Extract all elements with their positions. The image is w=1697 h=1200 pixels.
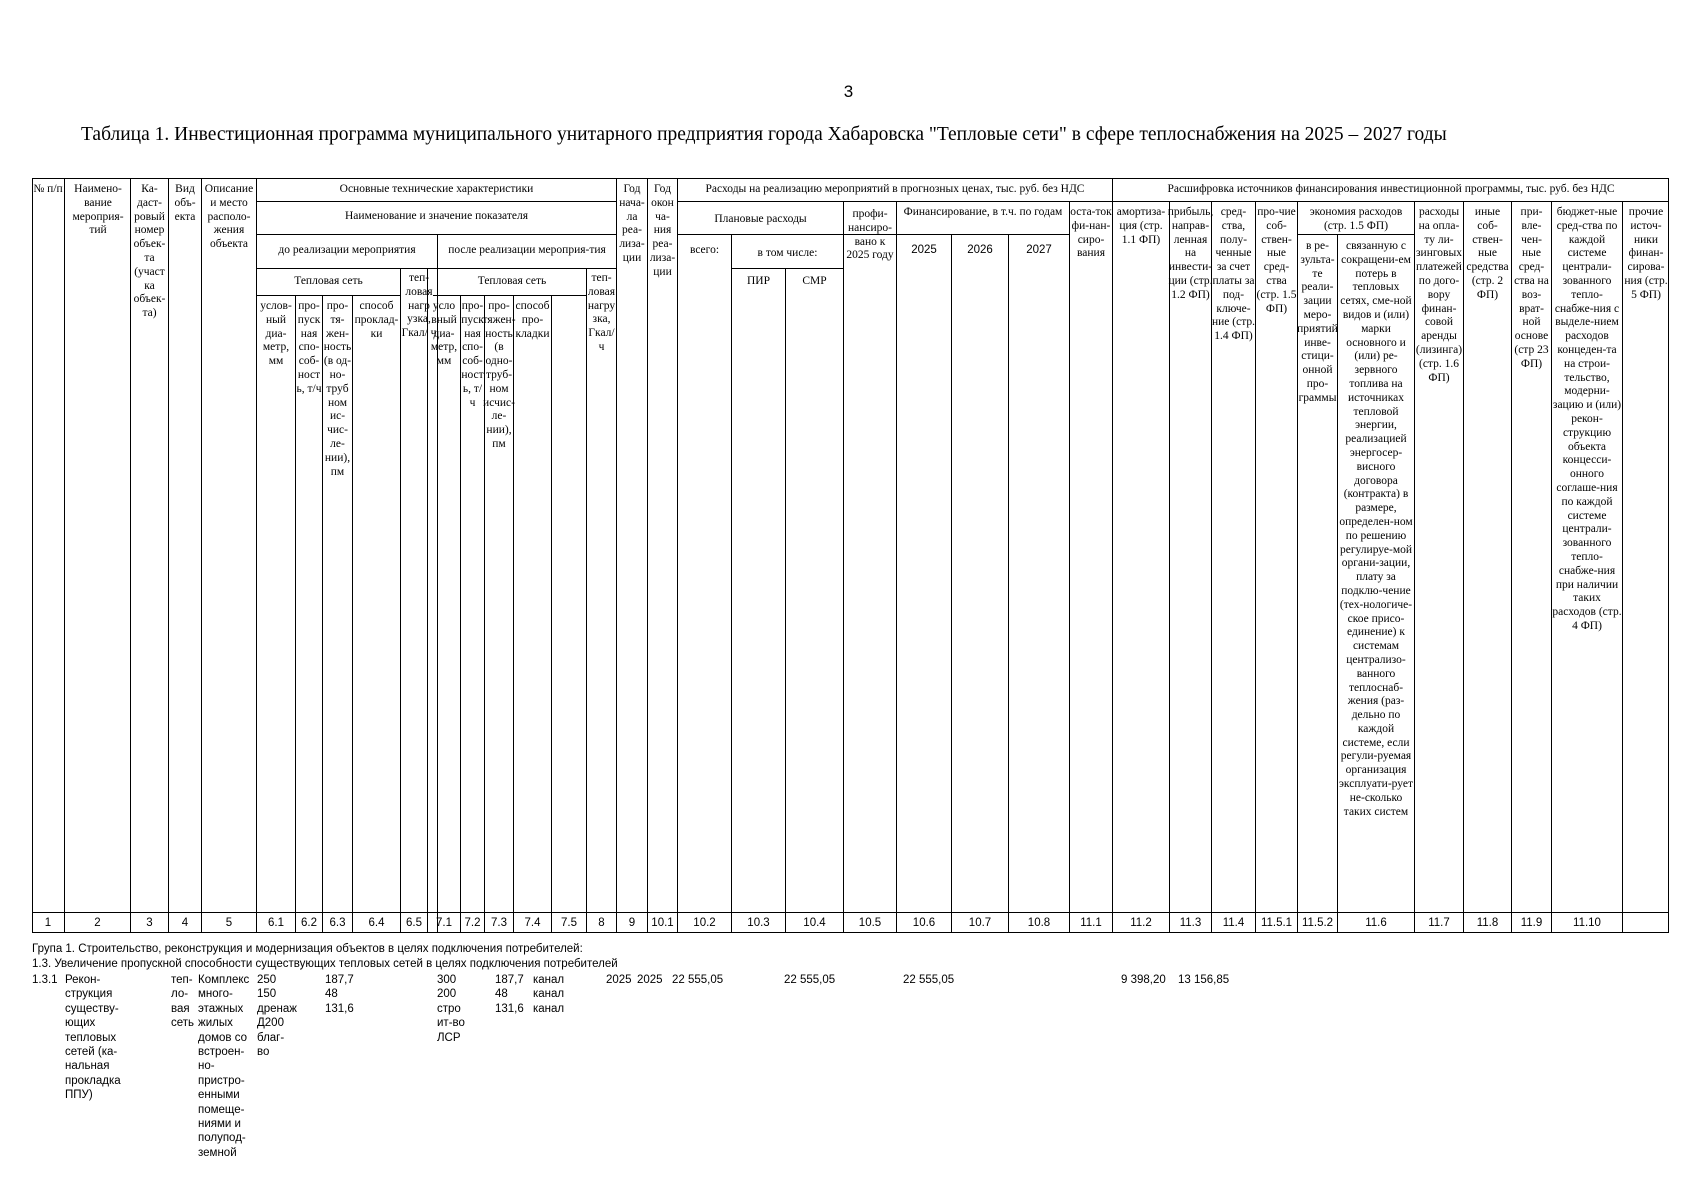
col-number: 11.6 (1365, 917, 1387, 929)
document-title: Таблица 1. Инвестиционная программа муниципального унитарного предприятия города Хабаровска "Тепловые сети" в сфере теплоснабжения на 2025 – 2027 годы (81, 124, 1447, 145)
src-other-funds-header: иные соб-ствен-ные средства (стр. 2 ФП) (1466, 206, 1509, 301)
row-length-before: 187,7 48 131,6 (325, 974, 354, 1015)
incl-header: в том числе: (757, 247, 818, 259)
src-connect-header: сред-ства, полу-ченные за счет платы за под-ключе-ние (стр. 1.4 ФП) (1212, 206, 1256, 343)
col-number: 9 (628, 917, 636, 929)
row-diam-before: 250 150 дренаж Д200 благ- во (257, 974, 297, 1059)
col-number: 4 (181, 917, 189, 929)
row-year-end: 2025 (637, 974, 663, 986)
col-number: 11.9 (1520, 917, 1543, 929)
table-header (32, 178, 1669, 933)
planned-header: Плановые расходы (714, 213, 807, 225)
capacity-before-header: про-пуск ная спо-соб-ност ь, т/ч (296, 300, 322, 395)
col-number: 10.2 (693, 917, 716, 929)
subgroup-heading: 1.3. Увеличение пропускной способности существующих тепловых сетей в целях подключения потребителей (32, 958, 618, 970)
col-number: 7.1 (436, 917, 452, 929)
col-number: 6.4 (368, 917, 385, 929)
src-econ-losses-header: связанную с сокращени-ем потерь в тепловых сетях, сме-ной видов и (или) марки основного и (или) ре-зервного топлива на источниках тепловой энергии, реализацией энергосер-висного договора (контракта) в размере, определен-ном по решению регулируе-мой органи-зации, плату за подклю-чение (тех-нологиче-ское присо-единение) к системам централизо-ванного теплоснаб-жения (раз-дельно по каждой системе, если регули-руемая организация эксплуати-рует не-сколько таких систем (1339, 240, 1413, 818)
length-before-header: про-тя-жен-ность (в од-но-труб ном ис-чис-ле-нии), пм (323, 300, 352, 478)
page-number: 3 (843, 82, 854, 101)
row-name: Рекон- струкция существу- ющих тепловых сетей (ка- нальная прокладка ППУ) (65, 974, 121, 1102)
col-cadastral-header: Ка-даст-ровый номер объек-та (участ ка объек-та) (133, 183, 166, 320)
col-number: 11.10 (1573, 917, 1601, 929)
row-year-start: 2025 (606, 974, 632, 986)
col-number: 5 (225, 917, 233, 929)
col-number: 3 (146, 917, 153, 929)
after-header: после реализации мероприя-тия (448, 244, 606, 256)
financed-2025-header: профи-нансиро-вано к 2025 году (846, 208, 894, 262)
column-number-row (32, 913, 1669, 934)
col-number: 7.5 (561, 917, 577, 929)
sources-header: Расшифровка источников финансирования инвестиционной программы, тыс. руб. без НДС (1167, 183, 1615, 195)
indicator-name-header: Наименование и значение показателя (345, 210, 528, 222)
year-start-header: Год нача-ла реа-лиза-ции (619, 183, 645, 264)
col-number: 11.5.1 (1260, 917, 1293, 929)
src-budget-header: бюджет-ные сред-ства по каждой системе централи-зованного тепло-снабже-ния с выделе-нием расходов концеден-та на строи-тельство, модерни-зацию и (или) рекон-струкцию объекта концесси-онного соглаше-ния по каждой системе централи-зованного тепло-снабже-ния при наличии таких расходов (стр. 4 ФП) (1552, 206, 1622, 632)
pir-header: ПИР (746, 275, 770, 287)
src-economy-header: экономия расходов (стр. 1.5 ФП) (1309, 206, 1403, 232)
length-after-header: про-тяжен-ность (в одно-труб-ном исчис-ле-нии), пм (482, 300, 516, 450)
row-profit: 13 156,85 (1178, 974, 1230, 986)
financing-header: Финансирование, в т.ч. по годам (903, 206, 1063, 218)
col-number: 11.8 (1476, 917, 1499, 929)
col-number: 10.5 (858, 917, 882, 929)
col-number: 10.6 (912, 917, 936, 929)
col-number: 10.4 (803, 917, 826, 929)
row-fin-2025: 22 555,05 (903, 974, 955, 986)
row-total: 22 555,05 (672, 974, 724, 986)
main-chars-header: Основные технические характеристики (339, 183, 534, 195)
col-number: 11.3 (1179, 917, 1202, 929)
row-length-after: 187,7 48 131,6 (495, 974, 524, 1015)
col-number: 7.2 (464, 917, 481, 929)
col-number: 8 (598, 917, 605, 929)
col-number: 6.5 (406, 917, 422, 929)
year-2026-header: 2026 (967, 244, 993, 256)
costs-header: Расходы на реализацию мероприятий в прогнозных ценах, тыс. руб. без НДС (705, 183, 1085, 195)
col-number: 2 (94, 917, 101, 929)
total-header: всего: (689, 244, 720, 256)
col-number: 10.7 (968, 917, 992, 929)
col-number: 6.1 (268, 917, 284, 929)
col-number: 11.4 (1222, 917, 1245, 929)
row-num: 1.3.1 (32, 974, 58, 986)
src-other-header: прочие источ-ники финан-сирова-ния (стр. 5 ФП) (1624, 206, 1668, 301)
src-return-header: при-вле-чен-ные сред-ства на воз-врат-ной основе (стр 23 ФП) (1514, 206, 1549, 370)
heat-load-before-header: теп-ловая нагр узка, Гкал/ ч (401, 272, 437, 340)
method-after-header: способ про-кладки (515, 300, 550, 340)
col-desc-header: Описание и место располо-жения объекта (204, 183, 254, 251)
col-number: 10.1 (651, 917, 674, 929)
col-number: 6.2 (301, 917, 317, 929)
remaining-header: оста-ток фи-нан-сиро-вания (1070, 206, 1112, 260)
col-num-header: № п/п (33, 183, 63, 195)
col-number: 10.3 (747, 917, 770, 929)
year-2025-header: 2025 (911, 244, 937, 256)
src-profit-header: прибыль, направ-ленная на инвести-ции (стр. 1.2 ФП) (1167, 206, 1214, 301)
row-smr: 22 555,05 (784, 974, 836, 986)
src-amort-header: амортиза-ция (стр. 1.1 ФП) (1116, 206, 1166, 246)
capacity-after-header: про-пуск ная спо-соб-ност ь, т/ч (461, 300, 484, 409)
smr-header: СМР (802, 275, 827, 287)
diam-after-header: усло вный диа-метр, мм (430, 300, 458, 368)
row-desc: Комплекс много- этажных жилых домов со встроен- но- пристро- енными помеще- ниями и полупод- земной (198, 974, 250, 1159)
year-2027-header: 2027 (1026, 244, 1052, 256)
col-number: 11.1 (1080, 917, 1102, 929)
heat-net-before-header: Тепловая сеть (294, 275, 363, 287)
diam-before-header: услов-ный диа-метр, мм (260, 300, 292, 368)
src-other-own-header: про-чие соб-ствен-ные сред-ства (стр. 1.5 ФП) (1256, 206, 1297, 315)
col-number: 10.8 (1027, 917, 1051, 929)
col-number: 7.4 (524, 917, 541, 929)
group-heading: Група 1. Строительство, реконструкция и модернизация объектов в целях подключения потребителей: (32, 943, 583, 955)
year-end-header: Год окон ча-ния реа-лиза-ции (649, 183, 676, 278)
col-number: 7.3 (491, 917, 507, 929)
col-number: 1 (44, 917, 52, 929)
col-type-header: Вид объ-екта (174, 183, 196, 223)
col-number: 11.2 (1130, 917, 1152, 929)
heat-net-after-header: Тепловая сеть (477, 275, 547, 287)
heat-load-after-header: теп-ловая нагру зка, Гкал/ ч (587, 272, 616, 353)
row-type: теп- ло- вая сеть (171, 974, 195, 1030)
row-method-after: канал канал канал (533, 974, 565, 1015)
col-number: 6.3 (329, 917, 346, 929)
row-amortization: 9 398,20 (1121, 974, 1166, 986)
src-econ-result-header: в ре-зульта-те реали-зации меро-приятий инве-стици-онной про-граммы (1297, 240, 1338, 404)
row-diam-after: 300 200 стро ит-во ЛСР (437, 974, 465, 1044)
src-leasing-header: расходы на опла-ту ли-зинговых платежей по дого-вору финан-совой аренды (лизинга) (стр. 1.6 ФП) (1415, 206, 1463, 384)
method-before-header: способ проклад-ки (354, 300, 399, 340)
col-number: 11.7 (1428, 917, 1450, 929)
col-name-header: Наимено-вание мероприя-тий (72, 183, 124, 237)
before-header: до реализации мероприятия (278, 244, 416, 256)
col-number: 11.5.2 (1301, 917, 1334, 929)
